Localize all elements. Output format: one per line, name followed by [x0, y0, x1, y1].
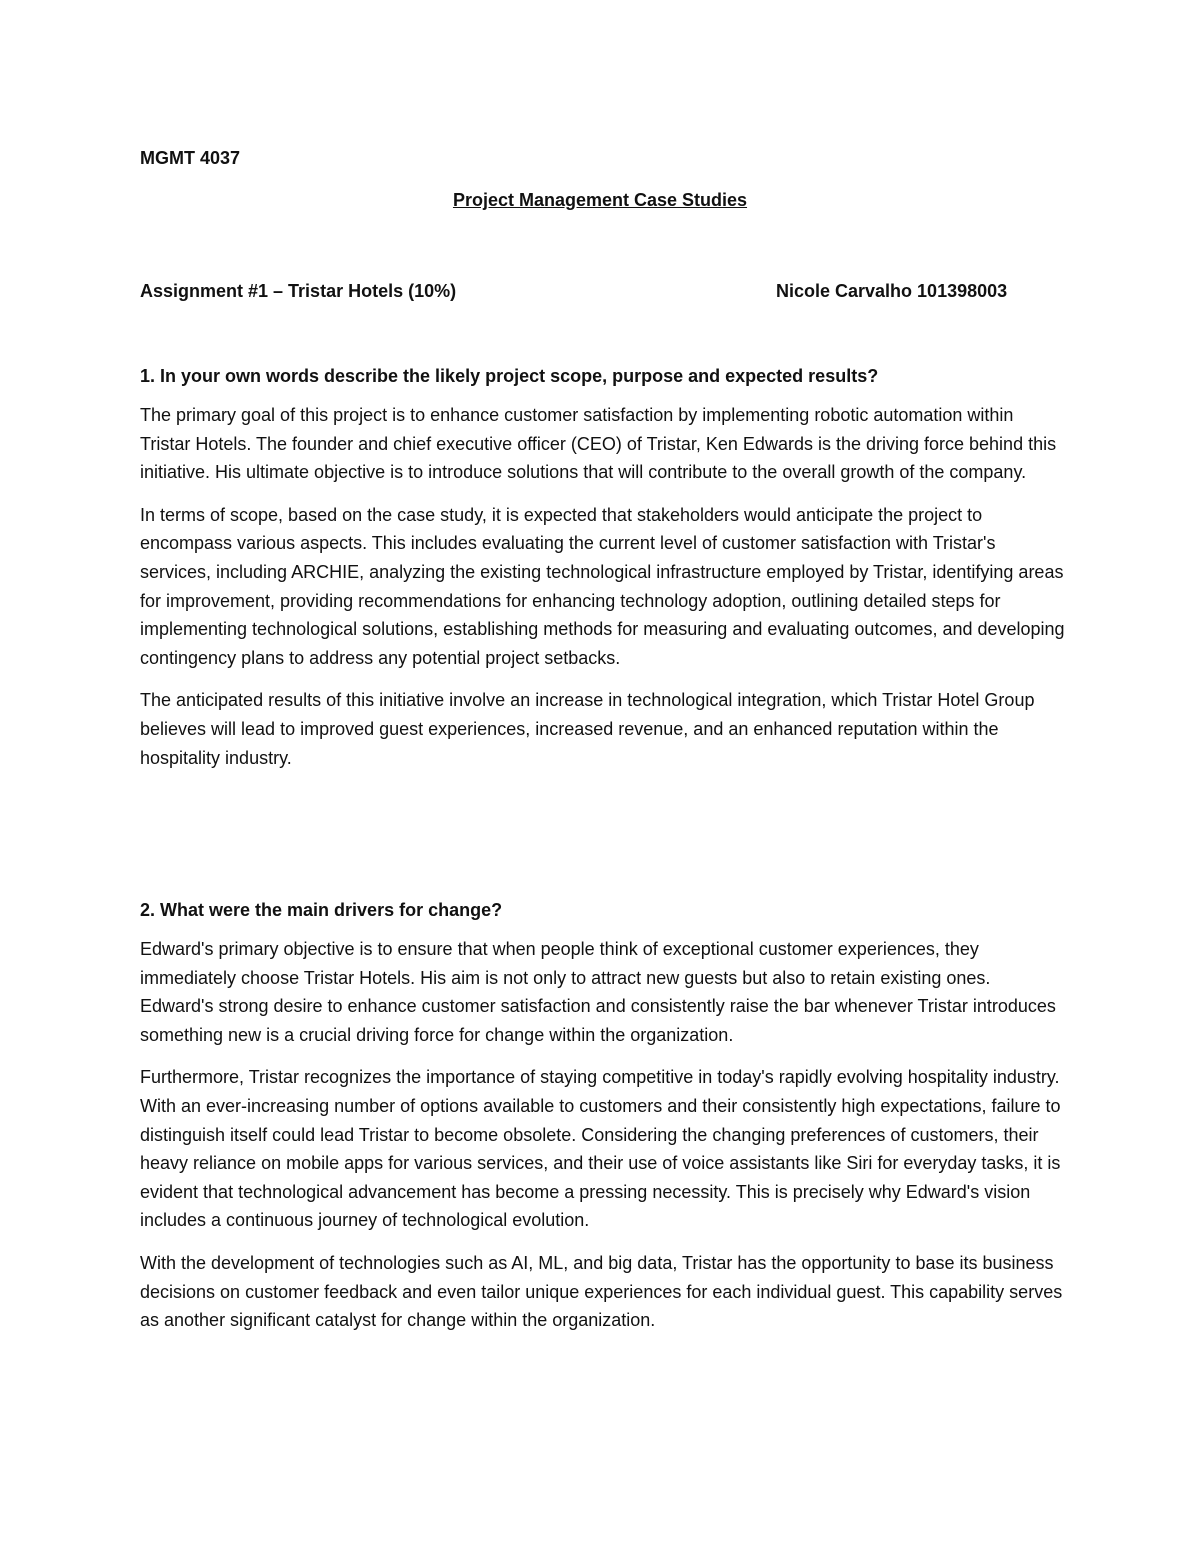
paragraph: With the development of technologies such as AI, ML, and big data, Tristar has the opportunity to base its business decisions on customer feedback and even tailor unique experiences for each individual guest. This capability serves as another significant catalyst for change within the organization. — [140, 1252, 1063, 1331]
paragraph: In terms of scope, based on the case study, it is expected that stakeholders would anticipate the project to encompass various aspects. This includes evaluating the current level of customer satisfaction with Tristar's services, including ARCHIE, analyzing the existing technological infrastructure employed by Tristar, identifying areas for improvement, providing recommendations for enhancing technology adoption, outlining detailed steps for implementing technological solutions, establishing methods for measuring and evaluating outcomes, and developing contingency plans to address any potential project setbacks. — [140, 504, 1065, 668]
question-heading: 1. In your own words describe the likely project scope, purpose and expected results? — [140, 366, 879, 386]
paragraph: Furthermore, Tristar recognizes the importance of staying competitive in today's rapidly evolving hospitality industry. With an ever-increasing number of options available to customers and their consistently high expectations, failure to distinguish itself could lead Tristar to become obsolete. Considering the changing preferences of customers, their heavy reliance on mobile apps for various services, and their use of voice assistants like Siri for everyday tasks, it is evident that technological advancement has become a pressing necessity. This is precisely why Edward's vision includes a continuous journey of technological evolution. — [140, 1067, 1061, 1231]
paragraph: The anticipated results of this initiative involve an increase in technological integration, which Tristar Hotel Group believes will lead to improved guest experiences, increased revenue, and an enhanced reputation within the hospitality industry. — [140, 690, 1035, 768]
assignment-line: Assignment #1 – Tristar Hotels (10%) — [140, 281, 457, 301]
course-code: MGMT 4037 — [140, 148, 241, 168]
paragraph: The primary goal of this project is to enhance customer satisfaction by implementing robotic automation within Tristar Hotels. The founder and chief executive officer (CEO) of Tristar, Ken Edwards is the driving force behind this initiative. His ultimate objective is to introduce solutions that will contribute to the overall growth of the company. — [140, 405, 1057, 483]
paragraph: Edward's primary objective is to ensure that when people think of exceptional customer experiences, they immediately choose Tristar Hotels. His aim is not only to attract new guests but also to retain existing ones. Edward's strong desire to enhance customer satisfaction and consistently raise the bar whenever Tristar introduces something new is a crucial driving force for change within the organization. — [140, 939, 1056, 1045]
document-title: Project Management Case Studies — [452, 190, 748, 210]
author-line: Nicole Carvalho 101398003 — [776, 281, 1008, 301]
section-question-2 — [140, 899, 1065, 1349]
section-question-1 — [140, 365, 1065, 786]
question-heading: 2. What were the main drivers for change? — [140, 900, 503, 920]
